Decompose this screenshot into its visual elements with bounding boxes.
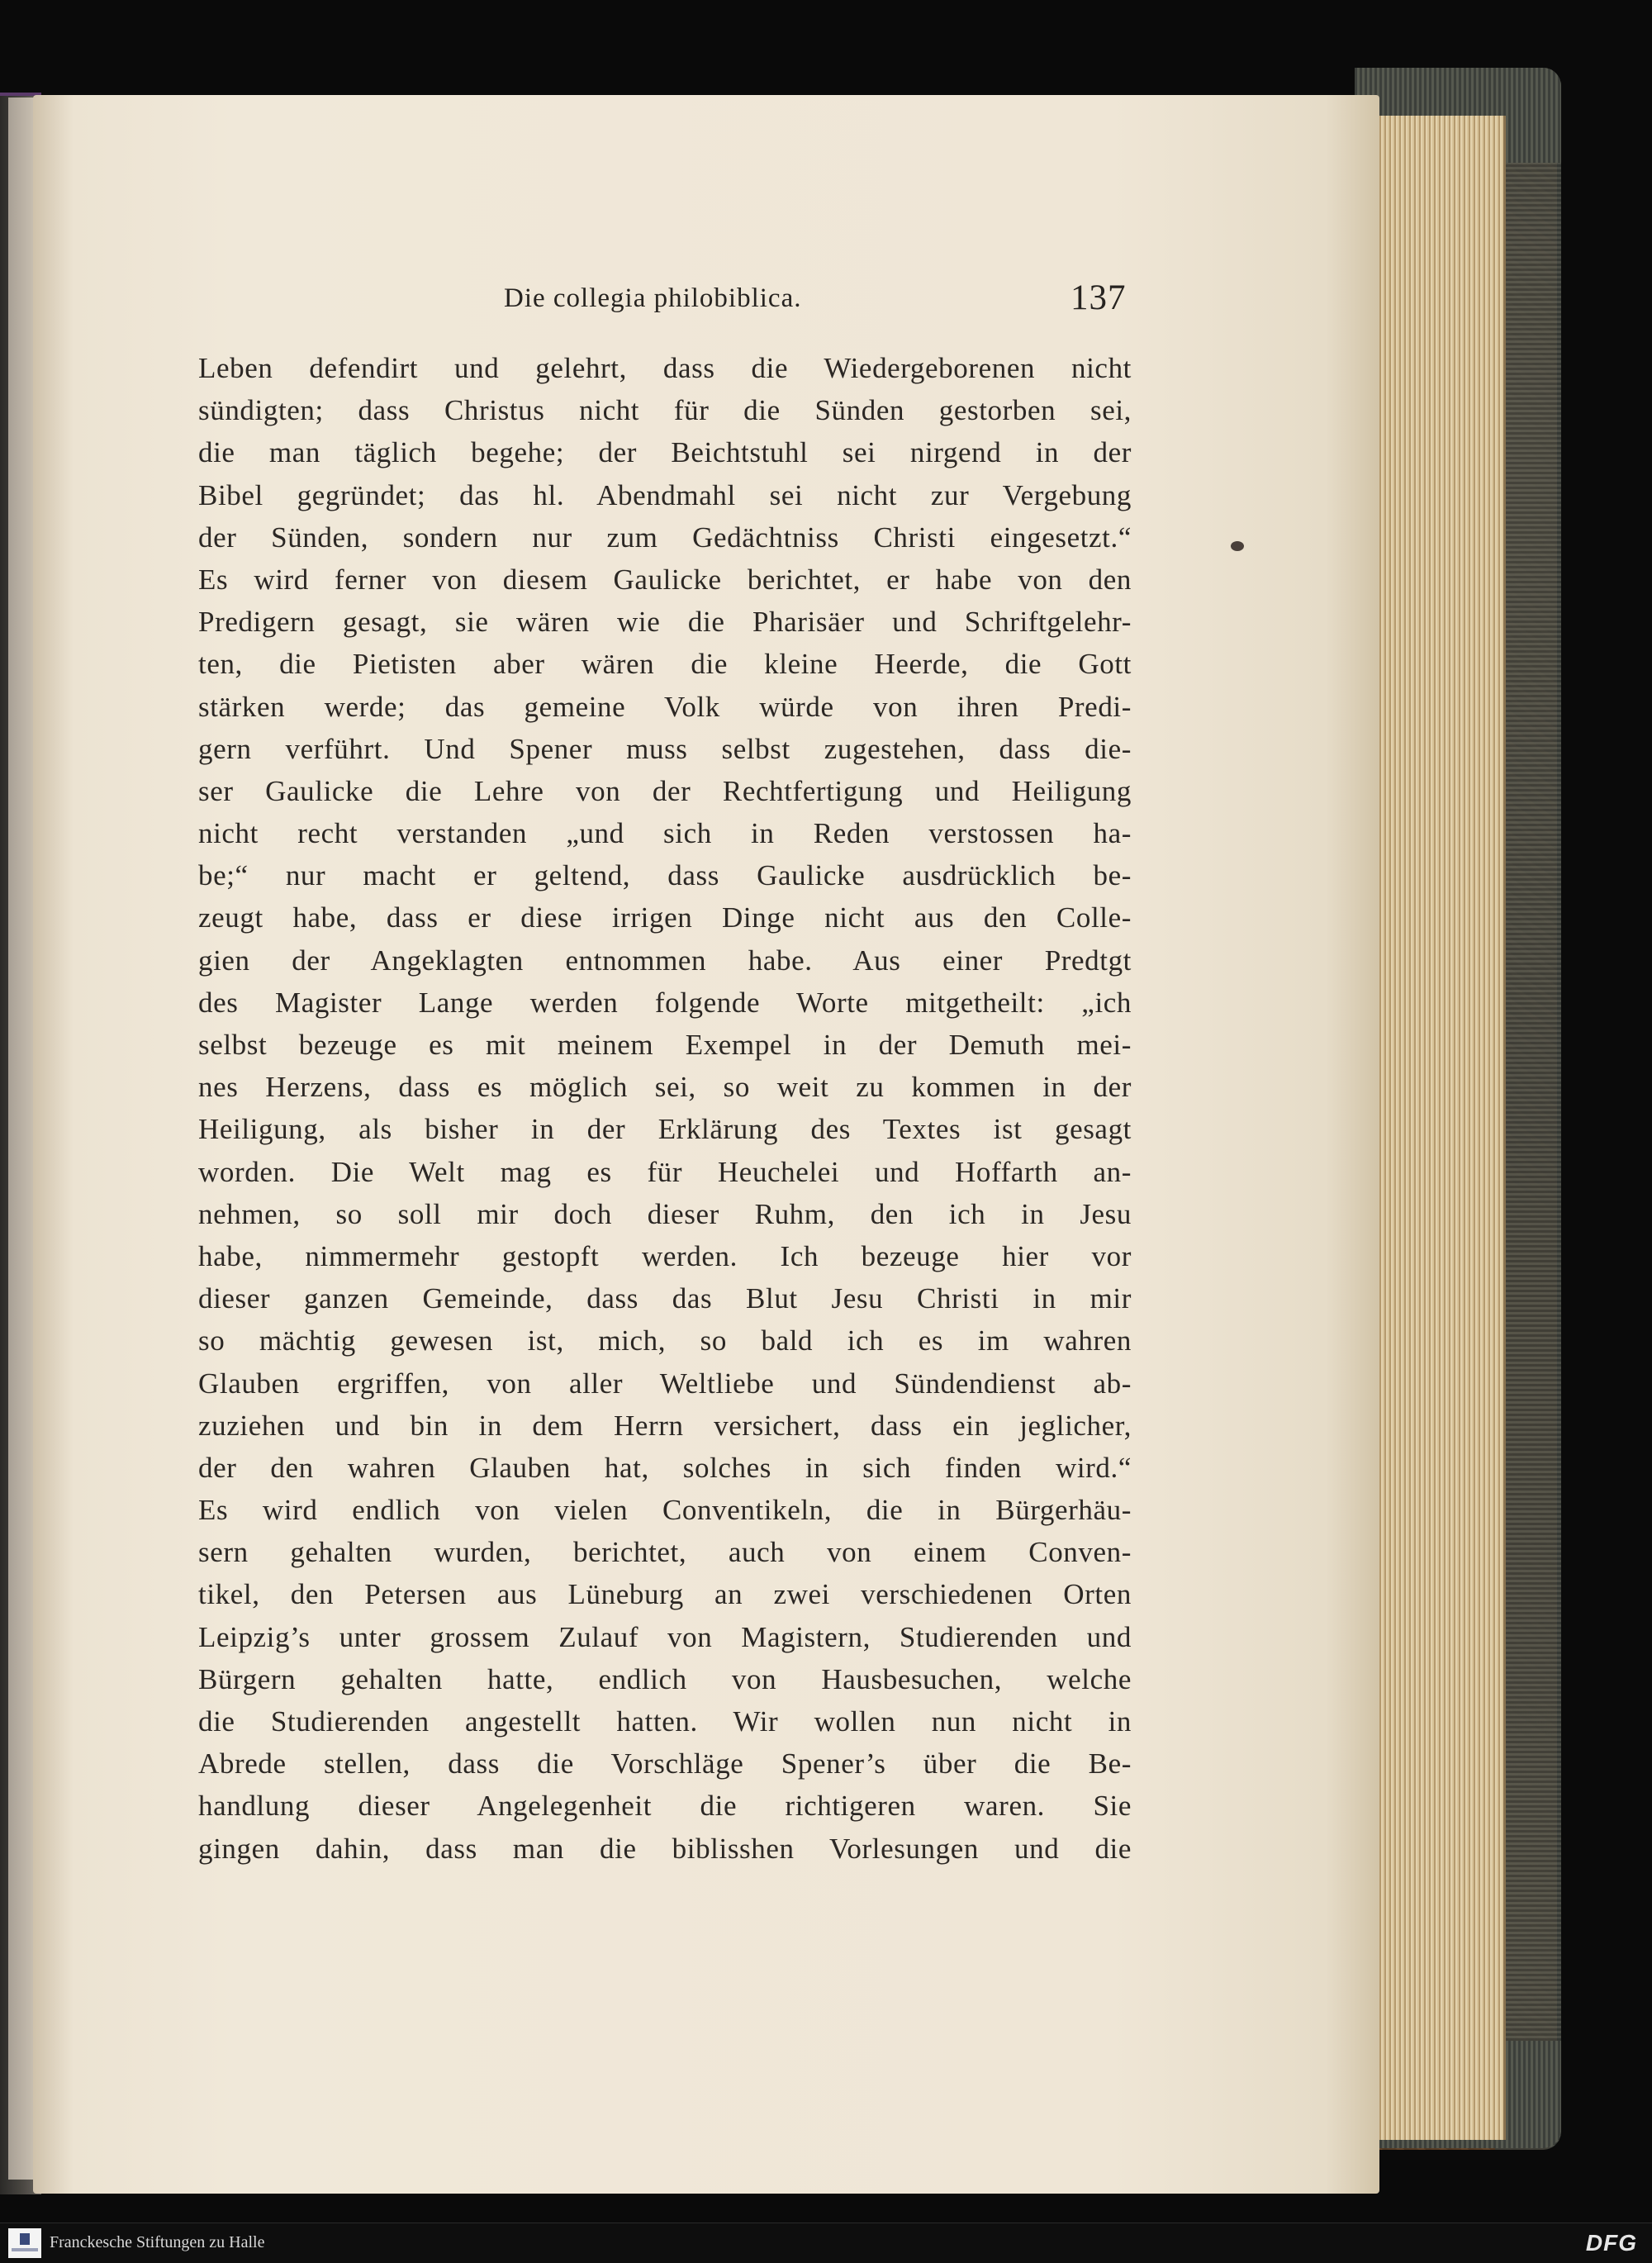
text-line: die man täglich begehe; der Beichtstuhl sei nirgend in der xyxy=(198,436,1132,469)
text-line: Heiligung, als bisher in der Erklärung des Textes ist gesagt xyxy=(198,1113,1132,1146)
text-line: Es wird endlich von vielen Conventikeln, die in Bürgerhäu- xyxy=(198,1494,1132,1527)
running-title: Die collegia philobiblica. xyxy=(504,283,802,313)
text-line: nehmen, so soll mir doch dieser Ruhm, den ich in Jesu xyxy=(198,1197,1132,1230)
text-line: tikel, den Petersen aus Lüneburg an zwei verschiedenen Orten xyxy=(198,1578,1132,1611)
text-line: sern gehalten wurden, berichtet, auch von einem Conven- xyxy=(198,1536,1132,1569)
text-line: nes Herzens, dass es möglich sei, so weit zu kommen in der xyxy=(198,1071,1132,1104)
text-line: Es wird ferner von diesem Gaulicke berichtet, er habe von den xyxy=(198,563,1132,596)
text-line: gingen dahin, dass man die biblisshen Vorlesungen und die xyxy=(198,1832,1132,1865)
text-line: be;“ nur macht er geltend, dass Gaulicke ausdrücklich be- xyxy=(198,859,1132,892)
institution-name: Franckesche Stiftungen zu Halle xyxy=(50,2233,265,2251)
institution-logo-icon xyxy=(8,2228,41,2258)
text-line: die Studierenden angestellt hatten. Wir wollen nun nicht in xyxy=(198,1705,1132,1738)
text-line: der den wahren Glauben hat, solches in sich finden wird.“ xyxy=(198,1451,1132,1484)
text-line: Leipzig’s unter grossem Zulauf von Magistern, Studierenden und xyxy=(198,1620,1132,1653)
text-line: gern verführt. Und Spener muss selbst zugestehen, dass die- xyxy=(198,732,1132,765)
ink-blot xyxy=(1231,541,1244,551)
text-line: worden. Die Welt mag es für Heuchelei und Hoffarth an- xyxy=(198,1155,1132,1188)
dfg-logo: DFG xyxy=(1585,2230,1637,2256)
text-line: Bürgern gehalten hatte, endlich von Hausbesuchen, welche xyxy=(198,1662,1132,1695)
text-line: habe, nimmermehr gestopft werden. Ich bezeuge hier vor xyxy=(198,1239,1132,1272)
page-edges xyxy=(1363,116,1506,2140)
text-line: Leben defendirt und gelehrt, dass die Wiedergeborenen nicht xyxy=(198,352,1132,384)
body-text xyxy=(198,347,1132,1870)
text-line: des Magister Lange werden folgende Worte mitgetheilt: „ich xyxy=(198,986,1132,1019)
page-number: 137 xyxy=(1070,278,1127,317)
text-line: Bibel gegründet; das hl. Abendmahl sei nicht zur Vergebung xyxy=(198,478,1132,511)
text-line: so mächtig gewesen ist, mich, so bald ich es im wahren xyxy=(198,1324,1132,1357)
text-line: handlung dieser Angelegenheit die richtigeren waren. Sie xyxy=(198,1790,1132,1823)
text-line: sündigten; dass Christus nicht für die Sünden gestorben sei, xyxy=(198,394,1132,427)
text-line: Glauben ergriffen, von aller Weltliebe und Sündendienst ab- xyxy=(198,1367,1132,1400)
text-line: nicht recht verstanden „und sich in Reden verstossen ha- xyxy=(198,817,1132,850)
text-line: stärken werde; das gemeine Volk würde von ihren Predi- xyxy=(198,690,1132,723)
text-line: gien der Angeklagten entnommen habe. Aus einer Predtgt xyxy=(198,944,1132,977)
text-line: dieser ganzen Gemeinde, dass das Blut Jesu Christi in mir xyxy=(198,1282,1132,1315)
text-line: selbst bezeuge es mit meinem Exempel in der Demuth mei- xyxy=(198,1029,1132,1061)
text-line: Predigern gesagt, sie wären wie die Pharisäer und Schriftgelehr- xyxy=(198,606,1132,639)
text-line: zuziehen und bin in dem Herrn versichert, dass ein jeglicher, xyxy=(198,1409,1132,1442)
text-line: ten, die Pietisten aber wären die kleine Heerde, die Gott xyxy=(198,648,1132,681)
text-line: der Sünden, sondern nur zum Gedächtniss Christi eingesetzt.“ xyxy=(198,521,1132,554)
text-line: zeugt habe, dass er diese irrigen Dinge nicht aus den Colle- xyxy=(198,901,1132,934)
text-line: ser Gaulicke die Lehre von der Rechtfertigung und Heiligung xyxy=(198,774,1132,807)
text-line: Abrede stellen, dass die Vorschläge Spener’s über die Be- xyxy=(198,1747,1132,1780)
footer-bar xyxy=(0,2223,1652,2263)
